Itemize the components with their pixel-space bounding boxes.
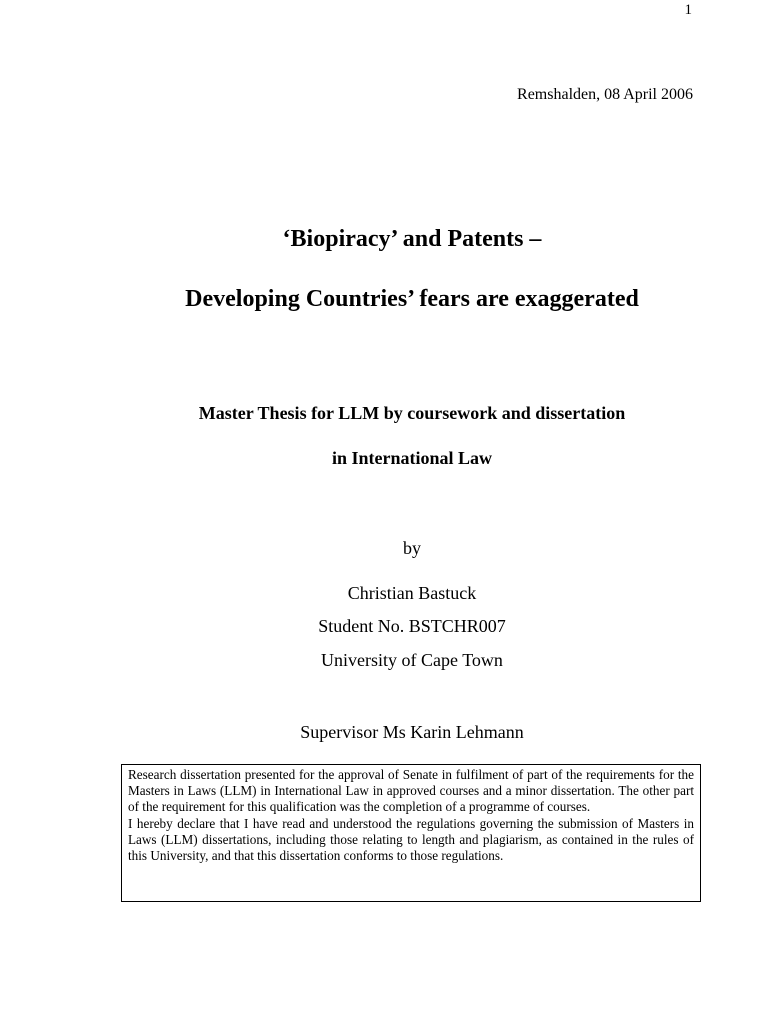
document-title-line-2: Developing Countries’ fears are exaggerated: [185, 286, 639, 312]
university-name: University of Cape Town: [321, 650, 503, 670]
document-title-line-1: ‘Biopiracy’ and Patents –: [282, 226, 542, 252]
document-subtitle-line-1: Master Thesis for LLM by coursework and dissertation: [198, 403, 626, 423]
page-number: 1: [684, 2, 692, 18]
declaration-paragraph-2: I hereby declare that I have read and understood the regulations governing the submission of Masters in Laws (LLM) dissertations, including those relating to length and plagiarism, as contained in the rules of this University, and that this dissertation conforms to those regulations.: [128, 815, 694, 864]
declaration-box: [121, 764, 701, 902]
supervisor-name: Supervisor Ms Karin Lehmann: [300, 722, 524, 742]
place-date: Remshalden, 08 April 2006: [517, 86, 693, 103]
author-name: Christian Bastuck: [347, 583, 477, 603]
declaration-paragraph-1: Research dissertation presented for the approval of Senate in fulfilment of part of the requirements for the Masters in Laws (LLM) in International Law in approved courses and a minor dissertation. The other part of the requirement for this qualification was the completion of a programme of courses.: [128, 767, 694, 815]
by-label: by: [403, 538, 421, 558]
student-number: Student No. BSTCHR007: [318, 616, 506, 636]
document-subtitle-line-2: in International Law: [331, 448, 493, 468]
